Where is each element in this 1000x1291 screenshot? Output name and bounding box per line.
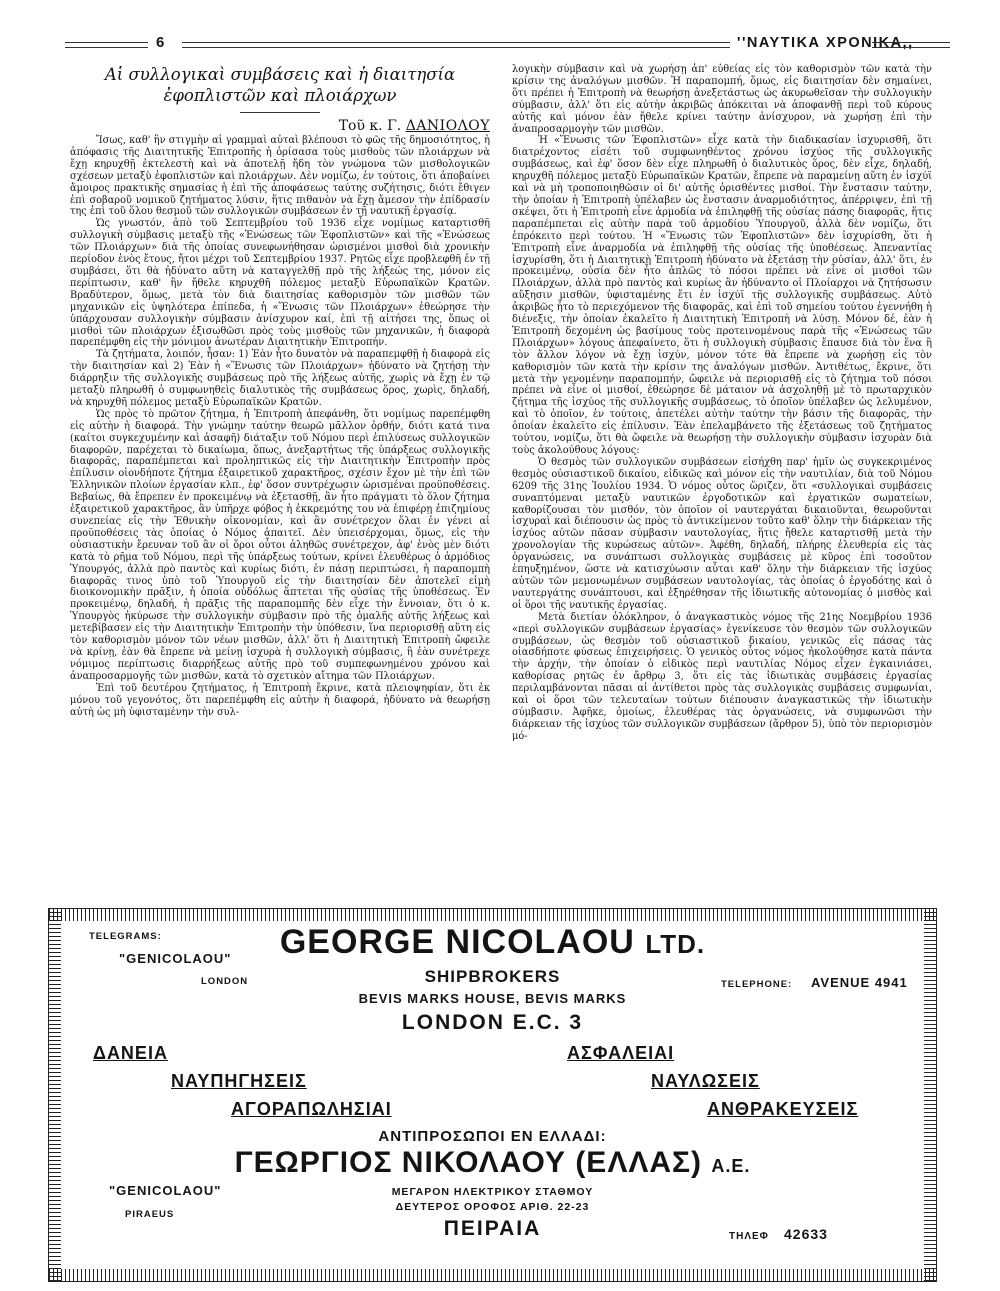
- running-header: [55, 34, 950, 56]
- article-paragraph: Ἴσως, καθ' ἣν στιγμὴν αἱ γραμμαὶ αὐταὶ βλέπουσι τὸ φῶς τῆς δημοσιότητος, ἡ ἀπόφασις τῆς Διαιτητικῆς Ἐπιτροπῆς ἡ ὁρίσασα τοὺς μισθοὺς τῶν πλοιάρχων νὰ ἔχῃ κηρυχθῇ ἐκτελεστὴ καὶ νὰ ἀποτελῇ ἤδη τὸν γνώμονα τῶν μισθολογικῶν σχέσεων μεταξὺ ἐφοπλιστῶν καὶ πλοιάρχων. Δὲν νομίζω, ἐν τούτοις, ὅτι ἀποβαίνει ἄμοιρος πρακτικῆς σημασίας ἡ ἐπὶ τῆς ἀποφάσεως ταύτης συζήτησις, διότι ἔθιγεν ἐπὶ σοβαροῦ νομικοῦ ζητήματος λύσιν, ἥτις πιθανὸν νὰ ἔχῃ ἄμεσον τὴν ἐπίδρασίν της ἐπὶ τοῦ ὅλου θεσμοῦ τῶν συλλογικῶν συμβάσεων ἐν τῇ ναυτικῇ ἐργασίᾳ.: [70, 135, 490, 218]
- article-byline: [70, 117, 490, 135]
- ad-border-left: [49, 909, 61, 1281]
- shipbroker-advertisement: [48, 908, 937, 1282]
- article-paragraph: λογικὴν σύμβασιν καὶ νὰ χωρήσῃ ἀπ' εὐθείας εἰς τὸν καθορισμὸν τῶν κατὰ τὴν κρίσιν της ἀναλόγων μισθῶν. Ἡ παραπομπή, ὅμως, εἰς διαιτησίαν δὲν σημαίνει, ὅτι πρέπει ἡ Ἐπιτροπὴ νὰ θεωρήσῃ ἀνεξετάστως ὡς ἀκυρωθεῖσαν τὴν συλλογικὴν σύμβασιν, ἀλλ' ὅτι εἰς αὐτὴν ἀκριβῶς ἀπόκειται νὰ ἀποφανθῇ περὶ τοῦ κύρους αὐτῆς καὶ μόνον ἐὰν ἤθελε κρίνει ταύτην ἀνίσχυρον, νὰ χωρήσῃ ἐπὶ τὴν ἀναπροσαρμογὴν τῶν μισθῶν.: [512, 64, 932, 135]
- greek-company-text: ΓΕΩΡΓΙΟΣ ΝΙΚΟΛΑΟΥ (ΕΛΛΑΣ): [234, 1146, 702, 1179]
- greek-telephone-label: ΤΗΛΕΦ: [729, 1231, 769, 1242]
- cable-address-london: "GENICOLAOU": [119, 951, 232, 966]
- floor-address: ΔΕΥΤΕΡΟΣ ΟΡΟΦΟΣ ΑΡΙΘ. 22-23: [395, 1201, 590, 1213]
- business-type: SHIPBROKERS: [424, 967, 561, 986]
- article-author: ΔΑΝΙΟΛΟΥ: [405, 118, 490, 134]
- service-shipbuilding: ΝΑΥΠΗΓΗΣΕΙΣ: [171, 1071, 307, 1091]
- ad-content: [61, 921, 924, 1269]
- article-paragraph: Ἐπὶ τοῦ δευτέρου ζητήματος, ἡ Ἐπιτροπὴ ἔκρινε, κατὰ πλειοψηφίαν, ὅτι ἐκ μόνου τοῦ γεγονότος, ὅτι παρεπέμφθη εἰς αὐτὴν ἡ διαφορά, ἠδύνατο νὰ θεωρήσῃ αὐτὴ ὡς μὴ ὑφισταμένην τὴν συλ-: [70, 682, 490, 718]
- title-divider: [240, 112, 320, 113]
- building-name: ΜΕΓΑΡΟΝ ΗΛΕΚΤΡΙΚΟΥ ΣΤΑΘΜΟΥ: [391, 1186, 594, 1198]
- service-sale-purchase: ΑΓΟΡΑΠΩΛΗΣΙΑΙ: [231, 1099, 392, 1119]
- article-column-left: [70, 64, 490, 718]
- service-chartering: ΝΑΥΛΩΣΕΙΣ: [651, 1071, 760, 1091]
- publication-title: ''ΝΑΥΤΙΚΑ ΧΡΟΝΙΚΑ,,: [737, 35, 914, 51]
- telegrams-label: TELEGRAMS:: [89, 931, 162, 942]
- article-paragraph: Μετὰ διετίαν ὁλόκληρον, ὁ ἀναγκαστικὸς νόμος τῆς 21ης Νοεμβρίου 1936 «περὶ συλλογικῶν συμβάσεων ἐργασίας» ἐγενίκευσε τὸν θεσμὸν τῶν συλλογικῶν συμβάσεων, ὡς θεσμὸν τοῦ οὐσιαστικοῦ δικαίου, γενικῶς εἰς πάσας τὰς οἱασδήποτε φύσεως ἐπιχειρήσεις. Ὁ γενικὸς οὗτος νόμος ἠκολούθησε κατὰ πάντα τὴν ἀρχήν, τὴν ὁποίαν ὁ εἰδικὸς περὶ ναυτιλίας Νόμος εἶχεν ἐγκαινιάσει, καθορίσας ρητῶς ἐν ἄρθρῳ 3, ὅτι εἰς τὰς ἰδιωτικὰς συμβάσεις ἐργασίας περιλαμβάνονται πᾶσαι αἱ ἀντίθετοι πρὸς τὰς συλλογικὰς συμβάσεις συμφωνίαι, καὶ οἱ ὅροι τῶν τελευταίων τούτων διέπουσιν ἀναγκαστικῶς τὴν ἰδιωτικὴν σύμβασιν. Ἀφῆκε, ὁμοίως, ἐλευθέρας τὰς ὀργανώσεις, νὰ συμφωνῶσι τὴν διάρκειαν τῆς ἰσχύος τῶν συλλογικῶν συμβάσεων (ἄρθρον 5), ὑπὸ τὸν περιορισμὸν μό-: [512, 611, 932, 742]
- header-rule-left: [65, 42, 148, 48]
- header-rule-right: [872, 42, 950, 48]
- service-bunkering: ΑΝΘΡΑΚΕΥΣΕΙΣ: [707, 1099, 859, 1119]
- article-paragraph: Ἡ «Ἕνωσις τῶν Ἐφοπλιστῶν» εἶχε κατὰ τὴν διαδικασίαν ἰσχυρισθῆ, ὅτι διατρέχοντος εἰσέτι τοῦ συμφωνηθέντος χρόνου ἰσχύος τῆς συλλογικῆς συμβάσεως, καὶ ἐφ' ὅσον δὲν εἶχε πληρωθῆ ὁ διαλυτικὸς ὅρος, δὲν εἶχε, δηλαδή, κηρυχθῆ πόλεμος μεταξὺ Εὐρωπαϊκῶν Κρατῶν, ἔπρεπε νὰ παραμείνῃ αὕτη ἐν ἰσχύϊ καὶ νὰ μὴ τροποποιηθῶσιν οἱ δι' αὐτῆς ὁρισθέντες μισθοί. Τὴν ἔνστασιν ταύτην, τὴν ὁποίαν ἡ Ἐπιτροπὴ ὑπέλαβεν ὡς ἔνστασιν ἀναρμοδιότητος, ἀπέρριψεν, ἐπὶ τῇ σκέψει, ὅτι ἡ Ἐπιτροπὴ εἶνε ἁρμοδία νὰ ἐπιληφθῇ τῆς οὐσίας πάσης διαφορᾶς, ἥτις παραπέμπεται εἰς αὐτὴν παρὰ τοῦ ἁρμοδίου Ὑπουργοῦ, ἀλλὰ δὲν νομίζω, ὅτι ἐπρόκειτο περὶ τούτου. Ἡ «Ἕνωσις τῶν Ἐφοπλιστῶν» δὲν ἰσχυρίσθη, ὅτι ἡ Ἐπιτροπὴ εἶνε ἀναρμοδία νὰ ἐπιληφθῇ τῆς οὐσίας τῆς ὑποθέσεως. Ἀπεναντίας ἰσχυρίσθη, ὅτι ἡ Διαιτητικὴ Ἐπιτροπὴ ἠδύνατο νὰ ἐξετάσῃ τὴν οὐσίαν, ἀλλ' ὅτι, ἐν προκειμένῳ, οὐσία δὲν ἦτο ἁπλῶς τὸ πόσοι πρέπει νὰ εἶνε οἱ μισθοὶ τῶν Πλοιάρχων, ἀλλὰ πρὸ παντὸς καὶ κυρίως ἂν ἠδύναντο οἱ Πλοίαρχοι νὰ ζητήσωσιν αὔξησιν μισθῶν, ὑφισταμένης ἔτι ἐν ἰσχύϊ τῆς συλλογικῆς συμβάσεως. Αὐτὸ ἀκριβῶς ἦτο τὸ περιεχόμενον τῆς διαφορᾶς, καὶ ἐπὶ τοῦ σημείου τούτου ἐγεννήθη ἡ διένεξις, τὴν ὁποίαν ἐκαλεῖτο ἡ Διαιτητικὴ Ἐπιτροπὴ νὰ λύσῃ. Μόνον δέ, ἐὰν ἡ Ἐπιτροπὴ δεχομένη ὡς βασίμους τοὺς προτεινομένους παρὰ τῆς «Ἑνώσεως τῶν Πλοιάρχων» λόγους ἀπεφαίνετο, ὅτι ἡ συλλογικὴ σύμβασις ἔπαυσε διὰ τὸν ἕνα ἢ τὸν ἄλλον λόγον νὰ ἔχῃ ἰσχύν, μόνον τότε θὰ ἔπρεπε νὰ χωρήσῃ εἰς τὸν καθορισμὸν τῶν κατὰ τὴν κρίσιν της ἀναλόγων μισθῶν. Ἀντιθέτως, ἔκρινε, ὅτι μετὰ τὴν γενομένην παραπομπήν, ὤφειλε νὰ περιορισθῇ εἰς τὸ ζήτημα τοῦ πόσοι πρέπει νὰ εἶνε οἱ μισθοί, ἐθεώρησε δὲ μάταιον νὰ ἀσχοληθῇ μὲ τὸ πρωταρχικὸν ζήτημα τῆς ἰσχύος τῆς συλλογικῆς συμβάσεως, τὸ ὁποῖον ὑπέλαβεν ὡς λελυμένον, καὶ τὸ ὁποῖον, ἐν τούτοις, ἀπετέλει αὐτὴν ταύτην τὴν βάσιν τῆς διαφορᾶς, τὴν ὁποίαν ἐκαλεῖτο εἰς ἐπίλυσιν. Ἐὰν ἐπελαμβάνετο τῆς ἐξετάσεως τοῦ ζητήματος τούτου, νομίζω, ὅτι θὰ ὤφειλε νὰ θεωρήσῃ τὴν συλλογικὴν σύμβασιν ἰσχυρὰν διὰ τοὺς ἀκολούθους λόγους:: [512, 135, 932, 456]
- company-name: [61, 923, 924, 962]
- page-number: 6: [156, 34, 165, 51]
- article-column-right: [512, 64, 932, 743]
- service-insurance: ΑΣΦΑΛΕΙΑΙ: [567, 1043, 675, 1063]
- agents-heading: ΑΝΤΙΠΡΟΣΩΠΟΙ ΕΝ ΕΛΛΑΔΙ:: [378, 1128, 607, 1145]
- article-paragraph: Τὰ ζητήματα, λοιπόν, ἦσαν: 1) Ἐὰν ἦτο δυνατὸν νὰ παραπεμφθῇ ἡ διαφορὰ εἰς τὴν διαιτησίαν καὶ 2) Ἐὰν ἡ «Ἕνωσις τῶν Πλοιάρχων» ἠδύνατο νὰ ζητήσῃ τὴν διάρρηξιν τῆς συλλογικῆς συμβάσεως πρὸ τῆς λήξεως αὐτῆς, χωρὶς νὰ ἔχῃ ἐν τῷ μεταξὺ πληρωθῆ ὁ συμφωνηθεὶς διαλυτικὸς τῆς συμβάσεως ὅρος, χωρὶς, δηλαδή, νὰ κηρυχθῆ πόλεμος μεταξὺ Εὐρωπαϊκῶν Κρατῶν.: [70, 349, 490, 408]
- cable-city-piraeus: PIRAEUS: [125, 1209, 175, 1220]
- ad-border-bottom: [49, 1269, 936, 1281]
- telephone-label: TELEPHONE:: [721, 979, 793, 990]
- greek-company-suffix: Α.Ε.: [711, 1156, 751, 1176]
- header-rule-middle: [182, 42, 730, 48]
- service-loans: ΔΑΝΕΙΑ: [93, 1043, 168, 1063]
- ad-border-right: [924, 909, 936, 1281]
- greek-telephone: [729, 1226, 828, 1242]
- company-address: BEVIS MARKS HOUSE, BEVIS MARKS: [358, 991, 627, 1006]
- article-paragraph: Ὡς πρὸς τὸ πρῶτον ζήτημα, ἡ Ἐπιτροπὴ ἀπεφάνθη, ὅτι νομίμως παρεπέμφθη εἰς αὐτὴν ἡ διαφορά. Τὴν γνώμην ταύτην θεωρῶ μᾶλλον ὀρθήν, διότι κατά τινα (καίτοι συγκεχυμένην καὶ ἀσαφῆ) διάταξιν τοῦ Νόμου περὶ ἐπιλύσεως συλλογικῶν διαφορῶν, παρέχεται τὸ δικαίωμα, ὅπως, ἀνεξαρτήτως τῆς ὑπάρξεως συλλογικῆς διαφορᾶς, παραπέμπεται καὶ προληπτικῶς εἰς τὴν Διαιτητικὴν Ἐπιτροπὴν πρὸς ἐπίλυσιν οἱονδήποτε ζήτημα ἐξαιρετικοῦ χαρακτῆρος, σχέσιν ἔχον μὲ τὴν ἐπὶ τῶν Ἑλληνικῶν πλοίων ἐργασίαν κλπ., ἐφ' ὅσον συντρέχωσιν ὡρισμέναι προϋποθέσεις. Βεβαίως, θὰ ἔπρεπεν ἐν προκειμένῳ νὰ ἐξετασθῇ, ἂν ἦτο πράγματι τὸ ὅλον ζήτημα ἐξαιρετικοῦ χαρακτῆρος, ἂν ὑπῆρχε φόβος ἡ ἐκκρεμότης του νὰ ἐπιφέρῃ ἐπιζημίους συνεπείας εἰς τὴν Ἐθνικὴν οἰκονομίαν, καὶ ἂν συνέτρεχον ὅλαι ἐν γένει αἱ προϋποθέσεις τὰς ὁποίας ὁ Νόμος ἀπαιτεῖ. Δὲν ὑπεισέρχομαι, ὅμως, εἰς τὴν οὐσιαστικὴν ἔρευναν τοῦ ἂν οἱ ὅροι οὗτοι ἀληθῶς συνέτρεχον, ἀφ' ἑνὸς μὲν διότι κατὰ τὸ ρῆμα τοῦ Νόμου, περὶ τῆς ὑπάρξεως τούτων, κρίνει ἐλευθέρως ὁ ἁρμόδιος Ὑπουργός, ἀλλὰ πρὸ παντὸς καὶ κυρίως διότι, ἐν πάσῃ περιπτώσει, ἡ παραπομπὴ διαφορᾶς τινος ὑπὸ τοῦ Ὑπουργοῦ εἰς τὴν διαιτησίαν δὲν ἀποτελεῖ εἰμὴ διοικονομικὴν πρᾶξιν, ἡ ὁποία οὐδόλως ἅπτεται τῆς οὐσίας τῆς ὑποθέσεως. Ἐν προκειμένῳ, δηλαδή, ἡ πρᾶξις τῆς παραπομπῆς δὲν εἶχε τὴν ἔννοιαν, ὅτι ὁ κ. Ὑπουργὸς ἠκύρωσε τὴν συλλογικὴν σύμβασιν πρὸ τῆς ὁμαλῆς αὐτῆς λήξεως καὶ μετεβίβασεν εἰς τὴν Διαιτητικὴν Ἐπιτροπὴν τὴν ὑπόθεσιν, ἵνα περιορισθῇ αὕτη εἰς τὸν καθορισμὸν μόνον τῶν νέων μισθῶν, ἀλλ' ὅτι ἡ Διαιτητικὴ Ἐπιτροπὴ ὤφειλε νὰ κρίνῃ, ἐὰν θὰ ἔπρεπε νὰ μείνῃ ἰσχυρὰ ἡ συλλογικὴ σύμβασις, ἢ ἐὰν συνέτρεχε νόμιμος περίπτωσις διαρρήξεως αὐτῆς πρὸ τοῦ συμπεφωνημένου χρόνου καὶ ἀναπροσαρμογῆς τῶν μισθῶν, κατὰ τὸ σχετικὸν αἴτημα τῶν Πλοιάρχων.: [70, 408, 490, 682]
- article-paragraph: Ὡς γνωστόν, ἀπὸ τοῦ Σεπτεμβρίου τοῦ 1936 εἶχε νομίμως καταρτισθῆ συλλογικὴ σύμβασις μεταξὺ τῆς «Ἑνώσεως τῶν Ἐφοπλιστῶν» καὶ τῆς «Ἑνώσεως τῶν Πλοιάρχων» διὰ τῆς ὁποίας συνεφωνήθησαν ὡρισμένοι μισθοὶ διὰ χρονικὴν περίοδον ἑνὸς ἔτους, ἤτοι μέχρι τοῦ Σεπτεμβρίου 1937. Ρητῶς εἶχε προβλεφθῆ ἐν τῇ συμβάσει, ὅτι θὰ ἠδύνατο αὕτη νὰ καταγγελθῇ πρὸ τῆς λήξεώς της, μόνον εἰς περίπτωσιν, καθ' ἣν ἤθελε κηρυχθῆ πόλεμος μεταξὺ Εὐρωπαϊκῶν Κρατῶν. Βραδύτερον, ὅμως, μετὰ τὸν διὰ διαιτησίας καθορισμὸν τῶν μισθῶν τῶν μηχανικῶν εἰς ὑψηλότερα ἐπίπεδα, ἡ «Ἕνωσις τῶν Πλοιάρχων» ἐθεώρησε τὴν ὑπάρχουσαν συλλογικὴν σύμβασιν ἀνίσχυρον καί, ἐπὶ τῇ αἰτήσει της, ὅπως οἱ μισθοὶ τῶν πλοιάρχων ἐξισωθῶσι πρὸς τοὺς μισθοὺς τῶν μηχανικῶν, ἡ διαφορὰ παρεπέμφθη εἰς τὴν μόνιμον ἀνωτέραν Διαιτητικὴν Ἐπιτροπήν.: [70, 218, 490, 349]
- cable-city-london: LONDON: [201, 976, 249, 987]
- article-title-line-2: ἐφοπλιστῶν καὶ πλοιάρχων: [163, 86, 397, 105]
- company-name-text: GEORGE NICOLAOU: [279, 923, 635, 961]
- greek-company-name: [61, 1146, 924, 1180]
- article-paragraph: Ὁ θεσμὸς τῶν συλλογικῶν συμβάσεων εἰσήχθη παρ' ἡμῖν ὡς συγκεκριμένος θεσμὸς οὐσιαστικοῦ δικαίου, εἰδικῶς καὶ μόνον εἰς τὴν ναυτιλίαν, διὰ τοῦ Νόμου 6209 τῆς 31ης Ἰουλίου 1934. Ὁ νόμος οὗτος ὥριζεν, ὅτι «συλλογικαὶ συμβάσεις συναπτόμεναι μεταξὺ ναυτικῶν ἐργοδοτικῶν καὶ ἐργατικῶν σωματείων, καθορίζουσαι τὸν μισθόν, τὸν ὁποῖον οἱ ναυτεργάται δικαιοῦνται, θεωροῦνται ἰσχυραὶ καὶ διέπουσιν ὡς πρὸς τὸ ἀντικείμενον τοῦτο καθ' ὅλην τὴν διάρκειαν τῆς ἰσχύος αὐτῶν πᾶσαν σύμβασιν ναυτολογίας, ἥτις ἤθελε καταρτισθῇ μετὰ τὴν χρονολογίαν τῆς κυρώσεως αὐτῶν». Ἀφέθη, δηλαδή, πλήρης ἐλευθερία εἰς τὰς ὀργανώσεις, να συνάπτωσι συλλογικὰς συμβάσεις μὲ κῦρος ἐπὶ τοσοῦτον ἐπηυξημένον, ὥστε νὰ κατισχύωσιν αὗται καθ' ὅλην τὴν διάρκειαν τῆς ἰσχύος αὐτῶν τῶν μεμονωμένων συμβάσεων ναυτολογίας, τὰς ὁποίας ὁ ἐργοδότης καὶ ὁ ναυτεργάτης συνάπτουσι, καὶ ἐξηρέθησαν τῆς ἰδιωτικῆς αὐτονομίας ὁ μισθὸς καὶ οἱ ὅροι τῆς ναυτικῆς ἐργασίας.: [512, 456, 932, 611]
- company-suffix: LTD.: [645, 929, 706, 959]
- cable-address-piraeus: "GENICOLAOU": [109, 1183, 222, 1198]
- telephone-number: AVENUE 4941: [811, 975, 908, 990]
- city-greek: ΠΕΙΡΑΙΑ: [443, 1217, 542, 1240]
- greek-telephone-number: 42633: [784, 1226, 828, 1242]
- ad-border-top: [49, 909, 936, 921]
- article-title-line-1: Αἱ συλλογικαὶ συμβάσεις καὶ ἡ διαιτησία: [104, 65, 456, 84]
- byline-prefix: Τοῦ κ. Γ.: [338, 118, 402, 134]
- city-postcode: LONDON E.C. 3: [401, 1011, 584, 1034]
